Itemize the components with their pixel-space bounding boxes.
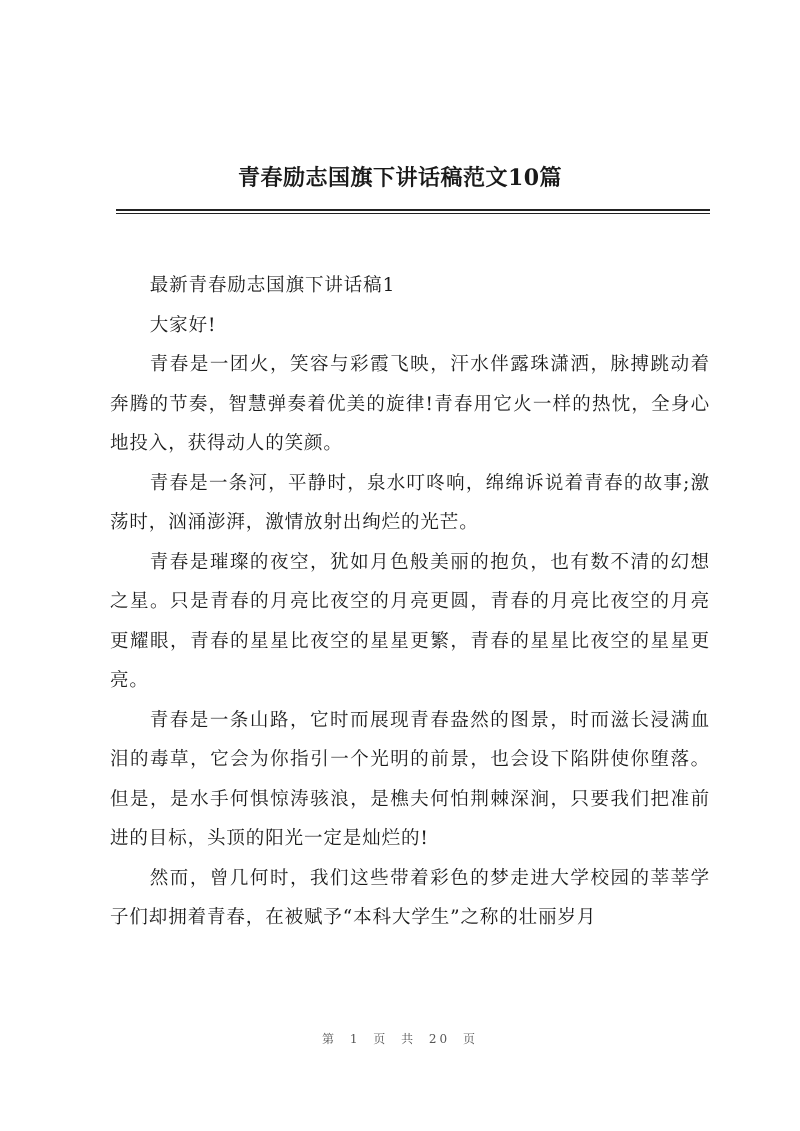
title-divider	[116, 209, 710, 211]
page-number-footer: 第 1 页 共 20 页	[322, 1032, 478, 1046]
body-paragraph: 青春是璀璨的夜空，犹如月色般美丽的抱负，也有数不清的幻想之星。只是青春的月亮比夜空的月亮更圆，青春的月亮比夜空的月亮更耀眼，青春的星星比夜空的星星更繁，青春的星星比夜空的星星更亮。	[110, 551, 710, 691]
body-paragraph: 青春是一条山路，它时而展现青春盎然的图景，时而滋长浸满血泪的毒草，它会为你指引一个光明的前景，也会设下陷阱使你堕落。但是，是水手何惧惊涛骇浪，是樵夫何怕荆棘深涧，只要我们把准前进的目标，头顶的阳光一定是灿烂的!	[110, 709, 710, 849]
document-title: 青春励志国旗下讲话稿范文10篇	[237, 165, 563, 191]
body-paragraph: 然而，曾几何时，我们这些带着彩色的梦走进大学校园的莘莘学子们却拥着青春，在被赋予“本科大学生”之称的壮丽岁月	[110, 867, 710, 928]
document-body	[110, 266, 710, 938]
section-heading: 最新青春励志国旗下讲话稿1	[149, 275, 396, 296]
body-paragraph: 青春是一团火，笑容与彩霞飞映，汗水伴露珠潇洒，脉搏跳动着奔腾的节奏，智慧弹奏着优美的旋律!青春用它火一样的热忱，全身心地投入，获得动人的笑颜。	[110, 354, 710, 454]
greeting-paragraph: 大家好!	[149, 314, 217, 336]
body-paragraph: 青春是一条河，平静时，泉水叮咚响，绵绵诉说着青春的故事;激荡时，汹涌澎湃，激情放射出绚烂的光芒。	[110, 472, 710, 533]
